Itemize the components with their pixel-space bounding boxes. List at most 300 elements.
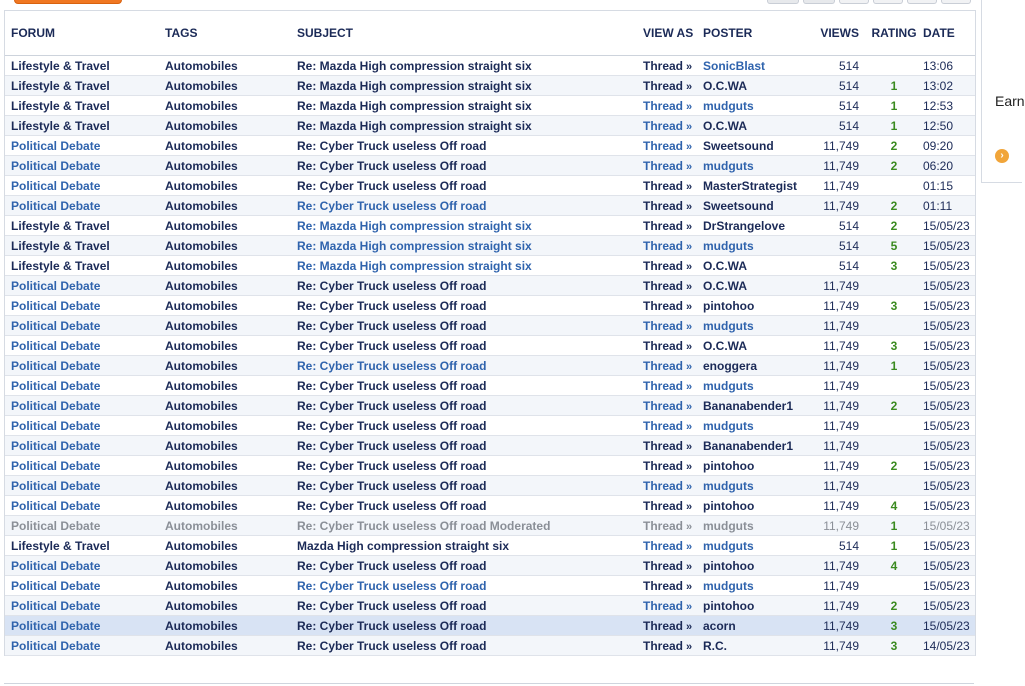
subject-link[interactable]: Re: Cyber Truck useless Off road (291, 316, 637, 336)
forum-link[interactable]: Lifestyle & Travel (5, 256, 159, 276)
table-row[interactable] (5, 516, 975, 536)
forum-link[interactable]: Political Debate (5, 496, 159, 516)
view-thread-link[interactable]: Thread (643, 598, 684, 613)
rating-value: 1 (869, 76, 919, 96)
subject-link[interactable]: Re: Cyber Truck useless Off road (291, 596, 637, 616)
view-as-cell (637, 196, 697, 216)
rating-value (869, 376, 919, 396)
forum-link[interactable]: Political Debate (5, 376, 159, 396)
poster-link[interactable]: SonicBlast (697, 56, 811, 76)
poster-link[interactable]: mudguts (697, 376, 811, 396)
table-row[interactable] (5, 116, 975, 136)
post-date: 15/05/23 (919, 496, 975, 516)
table-row[interactable] (5, 156, 975, 176)
tag-link[interactable]: Automobiles (159, 356, 291, 376)
forum-link[interactable]: Political Debate (5, 176, 159, 196)
forum-link[interactable]: Political Debate (5, 356, 159, 376)
subject-link[interactable]: Re: Cyber Truck useless Off road (291, 356, 637, 376)
col-header-poster[interactable]: POSTER (697, 11, 811, 56)
poster-link[interactable]: Sweetsound (697, 196, 811, 216)
view-as-cell (637, 376, 697, 396)
view-as-cell (637, 316, 697, 336)
view-as-cell (637, 556, 697, 576)
view-thread-link[interactable]: Thread (643, 158, 684, 173)
rating-value: 2 (869, 596, 919, 616)
subject-link[interactable]: Re: Mazda High compression straight six (291, 116, 637, 136)
subject-link[interactable]: Re: Mazda High compression straight six (291, 216, 637, 236)
view-as-cell (637, 456, 697, 476)
view-thread-link[interactable]: Thread (643, 58, 684, 73)
tag-link[interactable]: Automobiles (159, 496, 291, 516)
post-date: 14/05/23 (919, 636, 975, 656)
forum-link[interactable]: Political Debate (5, 516, 159, 536)
view-thread-link[interactable]: Thread (643, 218, 684, 233)
forum-link[interactable]: Political Debate (5, 576, 159, 596)
poster-link[interactable]: R.C. (697, 636, 811, 656)
tag-link[interactable]: Automobiles (159, 56, 291, 76)
table-row[interactable] (5, 216, 975, 236)
threads-table (5, 11, 975, 656)
poster-link[interactable]: acorn (697, 616, 811, 636)
pager-button[interactable] (873, 0, 903, 4)
views-count: 11,749 (811, 136, 869, 156)
view-thread-link[interactable]: Thread (643, 358, 684, 373)
forum-link[interactable]: Political Debate (5, 396, 159, 416)
views-count: 11,749 (811, 416, 869, 436)
pager-button[interactable] (907, 0, 937, 4)
table-row[interactable] (5, 336, 975, 356)
tag-link[interactable]: Automobiles (159, 276, 291, 296)
view-thread-link[interactable]: Thread (643, 338, 684, 353)
subject-link[interactable]: Re: Cyber Truck useless Off road (291, 376, 637, 396)
forum-link[interactable]: Political Debate (5, 616, 159, 636)
view-as-cell (637, 496, 697, 516)
view-thread-link[interactable]: Thread (643, 318, 684, 333)
tag-link[interactable]: Automobiles (159, 116, 291, 136)
rating-value: 1 (869, 536, 919, 556)
rating-value (869, 436, 919, 456)
subject-link[interactable]: Re: Cyber Truck useless Off road (291, 476, 637, 496)
view-thread-link[interactable]: Thread (643, 298, 684, 313)
post-date: 15/05/23 (919, 376, 975, 396)
post-date: 15/05/23 (919, 236, 975, 256)
table-row[interactable] (5, 556, 975, 576)
forum-link[interactable]: Political Debate (5, 456, 159, 476)
poster-link[interactable]: Bananabender1 (697, 436, 811, 456)
view-thread-link[interactable]: Thread (643, 378, 684, 393)
view-as-cell (637, 436, 697, 456)
double-chevron-right-icon: » (686, 340, 693, 353)
table-row[interactable] (5, 136, 975, 156)
table-row[interactable] (5, 476, 975, 496)
col-header-tags[interactable]: TAGS (159, 11, 291, 56)
post-date: 13:02 (919, 76, 975, 96)
poster-link[interactable]: O.C.WA (697, 116, 811, 136)
col-header-forum[interactable]: FORUM (5, 11, 159, 56)
poster-link[interactable]: O.C.WA (697, 76, 811, 96)
view-thread-link[interactable]: Thread (643, 458, 684, 473)
forum-link[interactable]: Lifestyle & Travel (5, 536, 159, 556)
tag-link[interactable]: Automobiles (159, 396, 291, 416)
subject-link[interactable]: Re: Mazda High compression straight six (291, 56, 637, 76)
poster-link[interactable]: enoggera (697, 356, 811, 376)
view-thread-link[interactable]: Thread (643, 498, 684, 513)
col-header-subject[interactable]: SUBJECT (291, 11, 637, 56)
poster-link[interactable]: Bananabender1 (697, 396, 811, 416)
view-as-cell (637, 356, 697, 376)
next-row-edge (4, 680, 974, 686)
post-date: 12:53 (919, 96, 975, 116)
views-count: 11,749 (811, 556, 869, 576)
tag-link[interactable]: Automobiles (159, 176, 291, 196)
arrow-circle-icon[interactable]: › (995, 149, 1009, 163)
poster-link[interactable]: pintohoo (697, 556, 811, 576)
view-as-cell (637, 276, 697, 296)
tag-link[interactable]: Automobiles (159, 76, 291, 96)
poster-link[interactable]: mudguts (697, 96, 811, 116)
pager-button[interactable] (803, 0, 835, 4)
views-count: 11,749 (811, 376, 869, 396)
table-row[interactable] (5, 296, 975, 316)
tag-link[interactable]: Automobiles (159, 256, 291, 276)
rating-value (869, 276, 919, 296)
post-date: 01:15 (919, 176, 975, 196)
pager-button[interactable] (767, 0, 799, 4)
views-count: 11,749 (811, 596, 869, 616)
double-chevron-right-icon: » (686, 260, 693, 273)
poster-link[interactable]: O.C.WA (697, 336, 811, 356)
double-chevron-right-icon: » (686, 580, 693, 593)
subject-link[interactable]: Re: Cyber Truck useless Off road (291, 176, 637, 196)
subject-link[interactable]: Re: Mazda High compression straight six (291, 96, 637, 116)
rating-value (869, 316, 919, 336)
poster-link[interactable]: mudguts (697, 316, 811, 336)
views-count: 11,749 (811, 196, 869, 216)
post-date: 15/05/23 (919, 416, 975, 436)
double-chevron-right-icon: » (686, 320, 693, 333)
view-as-cell (637, 216, 697, 236)
tag-link[interactable]: Automobiles (159, 416, 291, 436)
table-row[interactable] (5, 256, 975, 276)
tag-link[interactable]: Automobiles (159, 196, 291, 216)
table-header-row (5, 11, 975, 56)
forum-link[interactable]: Political Debate (5, 556, 159, 576)
tag-link[interactable]: Automobiles (159, 376, 291, 396)
forum-link[interactable]: Political Debate (5, 436, 159, 456)
tag-link[interactable]: Automobiles (159, 156, 291, 176)
table-row[interactable] (5, 356, 975, 376)
subject-link[interactable]: Re: Cyber Truck useless Off road (291, 416, 637, 436)
tag-link[interactable]: Automobiles (159, 296, 291, 316)
post-date: 15/05/23 (919, 296, 975, 316)
table-row[interactable] (5, 196, 975, 216)
post-date: 13:06 (919, 56, 975, 76)
table-row[interactable] (5, 176, 975, 196)
view-thread-link[interactable]: Thread (643, 278, 684, 293)
view-as-cell (637, 136, 697, 156)
view-thread-link[interactable]: Thread (643, 438, 684, 453)
subject-link[interactable]: Re: Cyber Truck useless Off road (291, 616, 637, 636)
double-chevron-right-icon: » (686, 80, 693, 93)
subject-link[interactable]: Re: Cyber Truck useless Off road (291, 436, 637, 456)
double-chevron-right-icon: » (686, 280, 693, 293)
post-date: 15/05/23 (919, 256, 975, 276)
forum-link[interactable]: Political Debate (5, 156, 159, 176)
table-row[interactable] (5, 496, 975, 516)
tag-link[interactable]: Automobiles (159, 576, 291, 596)
post-date: 15/05/23 (919, 576, 975, 596)
tag-link[interactable]: Automobiles (159, 536, 291, 556)
forum-link[interactable]: Political Debate (5, 276, 159, 296)
views-count: 11,749 (811, 396, 869, 416)
views-count: 11,749 (811, 456, 869, 476)
post-date: 15/05/23 (919, 556, 975, 576)
poster-link[interactable]: DrStrangelove (697, 216, 811, 236)
view-thread-link[interactable]: Thread (643, 618, 684, 633)
post-date: 15/05/23 (919, 436, 975, 456)
rating-value: 3 (869, 256, 919, 276)
view-thread-link[interactable]: Thread (643, 78, 684, 93)
pagination (767, 0, 971, 4)
poster-link[interactable]: mudguts (697, 156, 811, 176)
tag-link[interactable]: Automobiles (159, 96, 291, 116)
view-as-cell (637, 536, 697, 556)
pager-button[interactable] (839, 0, 869, 4)
views-count: 514 (811, 216, 869, 236)
view-thread-link[interactable]: Thread (643, 178, 684, 193)
subject-link[interactable]: Re: Cyber Truck useless Off road (291, 156, 637, 176)
poster-link[interactable]: MasterStrategist (697, 176, 811, 196)
side-panel (981, 0, 1025, 183)
tag-link[interactable]: Automobiles (159, 456, 291, 476)
subject-link[interactable]: Re: Mazda High compression straight six (291, 76, 637, 96)
rating-value: 1 (869, 516, 919, 536)
tag-link[interactable]: Automobiles (159, 336, 291, 356)
subject-link[interactable]: Re: Cyber Truck useless Off road (291, 496, 637, 516)
table-row[interactable] (5, 276, 975, 296)
poster-link[interactable]: mudguts (697, 476, 811, 496)
tag-link[interactable]: Automobiles (159, 316, 291, 336)
subject-link[interactable]: Re: Cyber Truck useless Off road (291, 296, 637, 316)
col-header-rating[interactable]: RATING (869, 11, 919, 56)
post-date: 15/05/23 (919, 456, 975, 476)
subject-link[interactable]: Re: Mazda High compression straight six (291, 236, 637, 256)
tag-link[interactable]: Automobiles (159, 636, 291, 656)
view-thread-link[interactable]: Thread (643, 238, 684, 253)
tag-link[interactable]: Automobiles (159, 236, 291, 256)
view-thread-link[interactable]: Thread (643, 578, 684, 593)
table-row[interactable] (5, 596, 975, 616)
subject-link[interactable]: Re: Cyber Truck useless Off road Moderated (291, 516, 637, 536)
view-thread-link[interactable]: Thread (643, 538, 684, 553)
table-row[interactable] (5, 96, 975, 116)
poster-link[interactable]: mudguts (697, 536, 811, 556)
view-as-cell (637, 116, 697, 136)
subject-link[interactable]: Mazda High compression straight six (291, 536, 637, 556)
col-header-views[interactable]: VIEWS (811, 11, 869, 56)
post-date: 15/05/23 (919, 476, 975, 496)
table-row[interactable] (5, 616, 975, 636)
post-date: 12:50 (919, 116, 975, 136)
poster-link[interactable]: O.C.WA (697, 276, 811, 296)
double-chevron-right-icon: » (686, 200, 693, 213)
rating-value: 2 (869, 216, 919, 236)
view-as-cell (637, 396, 697, 416)
forum-link[interactable]: Lifestyle & Travel (5, 76, 159, 96)
table-row[interactable] (5, 536, 975, 556)
table-row[interactable] (5, 436, 975, 456)
double-chevron-right-icon: » (686, 540, 693, 553)
view-as-cell (637, 256, 697, 276)
poster-link[interactable]: mudguts (697, 516, 811, 536)
table-row[interactable] (5, 236, 975, 256)
views-count: 514 (811, 236, 869, 256)
post-date: 01:11 (919, 196, 975, 216)
tag-link[interactable]: Automobiles (159, 436, 291, 456)
views-count: 514 (811, 256, 869, 276)
table-row[interactable] (5, 56, 975, 76)
view-as-cell (637, 476, 697, 496)
views-count: 514 (811, 116, 869, 136)
double-chevron-right-icon: » (686, 60, 693, 73)
forum-link[interactable]: Political Debate (5, 336, 159, 356)
forum-link[interactable]: Political Debate (5, 596, 159, 616)
forum-link[interactable]: Political Debate (5, 316, 159, 336)
subject-link[interactable]: Re: Mazda High compression straight six (291, 256, 637, 276)
subject-link[interactable]: Re: Cyber Truck useless Off road (291, 276, 637, 296)
view-thread-link[interactable]: Thread (643, 98, 684, 113)
rating-value: 2 (869, 196, 919, 216)
view-thread-link[interactable]: Thread (643, 258, 684, 273)
rating-value: 3 (869, 616, 919, 636)
table-row[interactable] (5, 396, 975, 416)
views-count: 514 (811, 536, 869, 556)
threads-table-container (4, 10, 976, 656)
poster-link[interactable]: O.C.WA (697, 256, 811, 276)
view-thread-link[interactable]: Thread (643, 478, 684, 493)
post-date: 09:20 (919, 136, 975, 156)
forum-link[interactable]: Political Debate (5, 476, 159, 496)
view-thread-link[interactable]: Thread (643, 638, 684, 653)
table-row[interactable] (5, 416, 975, 436)
tag-link[interactable]: Automobiles (159, 616, 291, 636)
forum-link[interactable]: Lifestyle & Travel (5, 216, 159, 236)
poster-link[interactable]: mudguts (697, 416, 811, 436)
table-row[interactable] (5, 456, 975, 476)
view-as-cell (637, 156, 697, 176)
forum-link[interactable]: Lifestyle & Travel (5, 116, 159, 136)
post-date: 15/05/23 (919, 596, 975, 616)
col-header-date[interactable]: DATE (919, 11, 975, 56)
rating-value: 2 (869, 156, 919, 176)
tag-link[interactable]: Automobiles (159, 136, 291, 156)
tag-link[interactable]: Automobiles (159, 596, 291, 616)
poster-link[interactable]: Sweetsound (697, 136, 811, 156)
double-chevron-right-icon: » (686, 620, 693, 633)
tag-link[interactable]: Automobiles (159, 476, 291, 496)
subject-link[interactable]: Re: Cyber Truck useless Off road (291, 636, 637, 656)
view-as-cell (637, 236, 697, 256)
forum-link[interactable]: Lifestyle & Travel (5, 56, 159, 76)
views-count: 11,749 (811, 476, 869, 496)
new-thread-button[interactable] (14, 0, 122, 4)
views-count: 11,749 (811, 176, 869, 196)
poster-link[interactable]: pintohoo (697, 456, 811, 476)
forum-link[interactable]: Political Debate (5, 416, 159, 436)
forum-link[interactable]: Political Debate (5, 296, 159, 316)
subject-link[interactable]: Re: Cyber Truck useless Off road (291, 456, 637, 476)
subject-link[interactable]: Re: Cyber Truck useless Off road (291, 576, 637, 596)
views-count: 11,749 (811, 436, 869, 456)
rating-value (869, 56, 919, 76)
view-as-cell (637, 576, 697, 596)
view-thread-link[interactable]: Thread (643, 138, 684, 153)
post-date: 15/05/23 (919, 276, 975, 296)
table-row[interactable] (5, 76, 975, 96)
table-row[interactable] (5, 636, 975, 656)
forum-link[interactable]: Lifestyle & Travel (5, 236, 159, 256)
double-chevron-right-icon: » (686, 360, 693, 373)
double-chevron-right-icon: » (686, 300, 693, 313)
views-count: 11,749 (811, 156, 869, 176)
tag-link[interactable]: Automobiles (159, 516, 291, 536)
forum-link[interactable]: Lifestyle & Travel (5, 96, 159, 116)
post-date: 15/05/23 (919, 216, 975, 236)
rating-value (869, 416, 919, 436)
post-date: 15/05/23 (919, 536, 975, 556)
poster-link[interactable]: pintohoo (697, 496, 811, 516)
views-count: 11,749 (811, 636, 869, 656)
view-as-cell (637, 56, 697, 76)
poster-link[interactable]: mudguts (697, 576, 811, 596)
rating-value (869, 476, 919, 496)
poster-link[interactable]: mudguts (697, 236, 811, 256)
view-thread-link[interactable]: Thread (643, 118, 684, 133)
tag-link[interactable]: Automobiles (159, 216, 291, 236)
threads-table-body (5, 56, 975, 656)
subject-link[interactable]: Re: Cyber Truck useless Off road (291, 196, 637, 216)
view-thread-link[interactable]: Thread (643, 418, 684, 433)
subject-link[interactable]: Re: Cyber Truck useless Off road (291, 396, 637, 416)
table-row[interactable] (5, 576, 975, 596)
subject-link[interactable]: Re: Cyber Truck useless Off road (291, 136, 637, 156)
pager-button[interactable] (941, 0, 971, 4)
poster-link[interactable]: pintohoo (697, 596, 811, 616)
post-date: 15/05/23 (919, 336, 975, 356)
tag-link[interactable]: Automobiles (159, 556, 291, 576)
views-count: 514 (811, 76, 869, 96)
double-chevron-right-icon: » (686, 560, 693, 573)
forum-link[interactable]: Political Debate (5, 136, 159, 156)
view-thread-link[interactable]: Thread (643, 198, 684, 213)
post-date: 15/05/23 (919, 356, 975, 376)
double-chevron-right-icon: » (686, 500, 693, 513)
table-row[interactable] (5, 316, 975, 336)
table-row[interactable] (5, 376, 975, 396)
view-as-cell (637, 596, 697, 616)
rating-value (869, 576, 919, 596)
view-thread-link[interactable]: Thread (643, 398, 684, 413)
poster-link[interactable]: pintohoo (697, 296, 811, 316)
forum-link[interactable]: Political Debate (5, 636, 159, 656)
rating-value: 3 (869, 296, 919, 316)
view-thread-link[interactable]: Thread (643, 558, 684, 573)
top-toolbar (0, 0, 975, 10)
subject-link[interactable]: Re: Cyber Truck useless Off road (291, 336, 637, 356)
subject-link[interactable]: Re: Cyber Truck useless Off road (291, 556, 637, 576)
view-thread-link[interactable]: Thread (643, 518, 684, 533)
forum-link[interactable]: Political Debate (5, 196, 159, 216)
